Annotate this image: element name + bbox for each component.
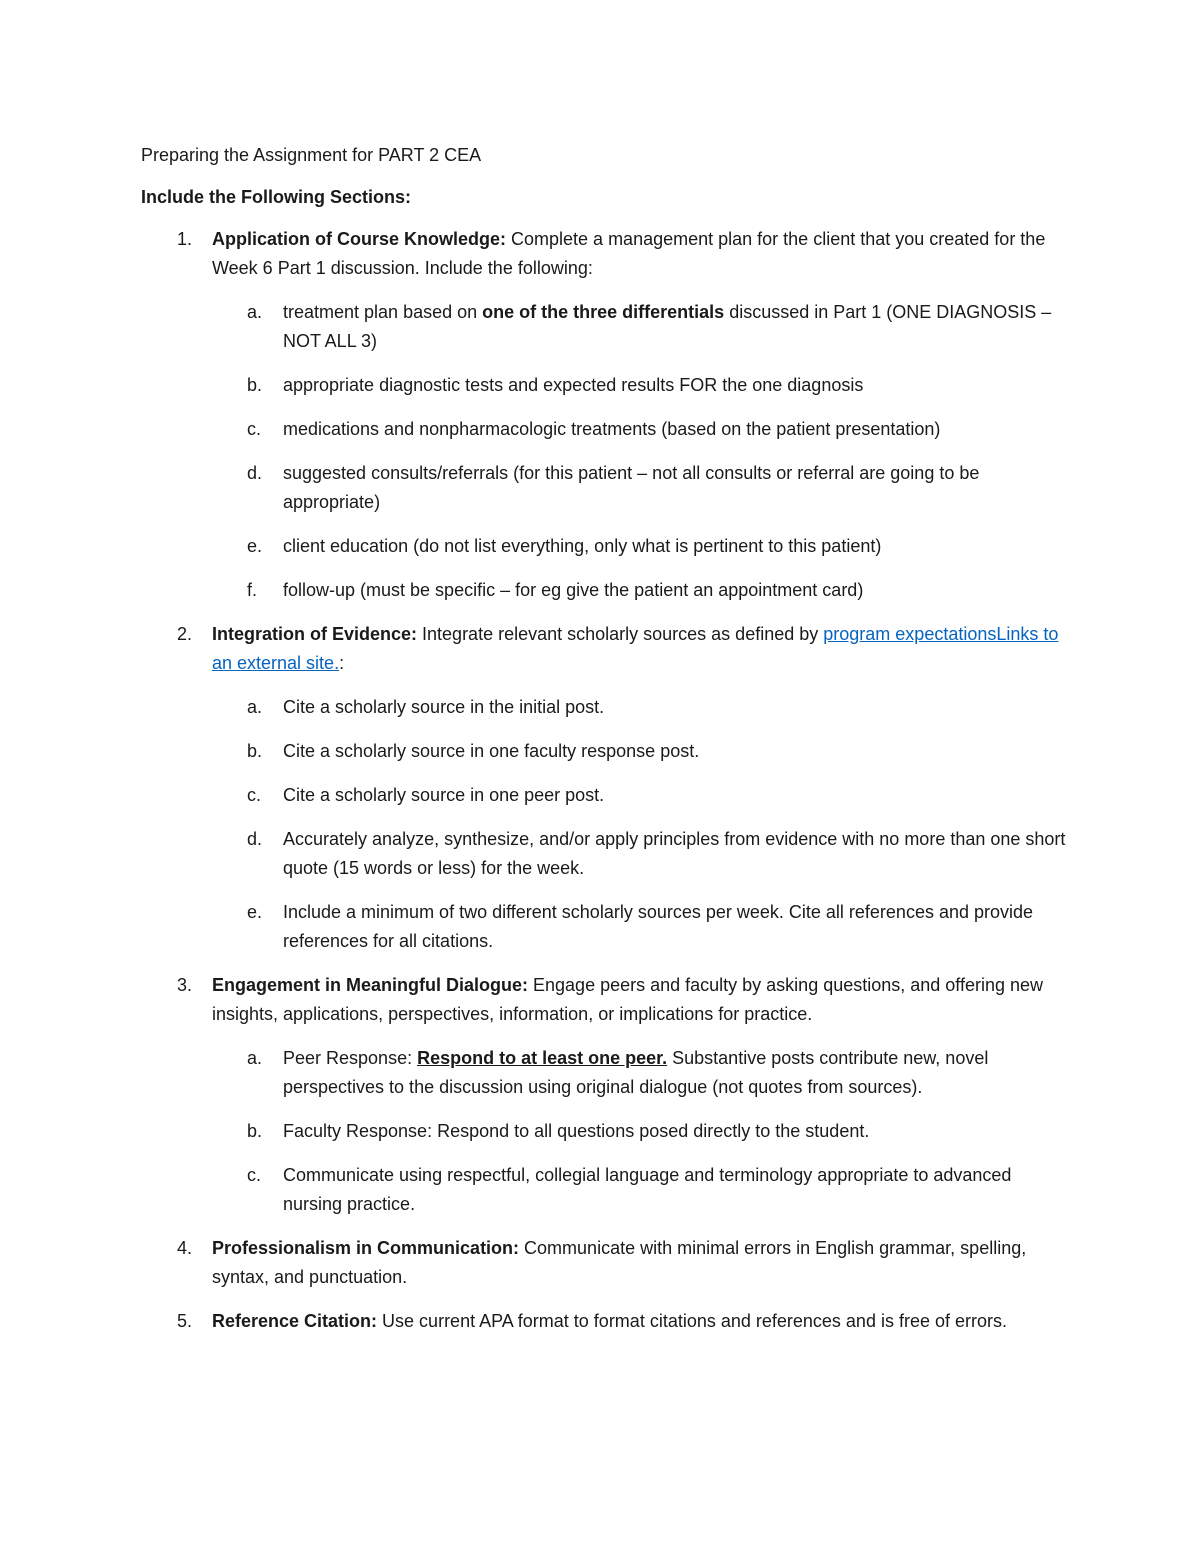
item-letter: b. [247, 375, 263, 395]
section-number: 2. [177, 624, 193, 644]
list-item: d. suggested consults/referrals (for this patient – not all consults or referral are going to be appropriate) [212, 459, 1071, 517]
section-number: 5. [177, 1311, 193, 1331]
item-letter: e. [247, 902, 263, 922]
sub-list [212, 693, 1071, 956]
item-letter: d. [247, 829, 263, 849]
list-item: c. Communicate using respectful, collegial language and terminology appropriate to advanced nursing practice. [212, 1161, 1071, 1219]
section-text: Integrate relevant scholarly sources as defined by [417, 624, 824, 644]
list-item: a. Peer Response: Respond to at least one peer. Substantive posts contribute new, novel perspectives to the discussion using original dialogue (not quotes from sources). [212, 1044, 1071, 1102]
section-2: 2. Integration of Evidence: Integrate relevant scholarly sources as defined by program expectationsLinks to an external site.: a. Cite a scholarly source in the initial post. b. Cite a scholarly source in one faculty response post. c. Cite a scholarly source in one peer post. d. Accurately analyze, synthesize, and/or apply principles from evidence with no more than one short quote (15 words or less) for the week. e. Include a minimum of two different scholarly sources per week. Cite all references and provide references for all citations. [141, 620, 1071, 956]
item-letter: c. [247, 785, 262, 805]
emphasis-text: Respond to at least one peer. [417, 1048, 668, 1068]
section-label: Professionalism in Communication: [212, 1238, 520, 1258]
item-letter: a. [247, 1048, 263, 1068]
section-number: 1. [177, 229, 193, 249]
item-letter: c. [247, 419, 262, 439]
list-item: f. follow-up (must be specific – for eg give the patient an appointment card) [212, 576, 1071, 605]
list-item: c. Cite a scholarly source in one peer post. [212, 781, 1071, 810]
list-item: a. Cite a scholarly source in the initial post. [212, 693, 1071, 722]
document-title: Preparing the Assignment for PART 2 CEA [141, 145, 482, 165]
sub-list [212, 1044, 1071, 1219]
item-letter: d. [247, 463, 263, 483]
program-expectations-link[interactable]: program expectationsLinks to an external site. [212, 624, 1059, 673]
section-label: Engagement in Meaningful Dialogue: [212, 975, 529, 995]
item-letter: f. [247, 580, 258, 600]
list-item: b. Faculty Response: Respond to all questions posed directly to the student. [212, 1117, 1071, 1146]
item-letter: c. [247, 1165, 262, 1185]
list-item: e. client education (do not list everything, only what is pertinent to this patient) [212, 532, 1071, 561]
section-number: 4. [177, 1238, 193, 1258]
item-letter: b. [247, 1121, 263, 1141]
item-letter: e. [247, 536, 263, 556]
section-label: Integration of Evidence: [212, 624, 418, 644]
sections-heading: Include the Following Sections: [141, 187, 412, 207]
item-letter: a. [247, 302, 263, 322]
section-text: Engage peers and faculty by asking questions, and offering new insights, applications, perspectives, information, or implications for practice. [212, 975, 1044, 1024]
section-4 [141, 1234, 1071, 1292]
section-1 [141, 225, 1071, 605]
list-item: e. Include a minimum of two different scholarly sources per week. Cite all references and provide references for all citations. [212, 898, 1071, 956]
item-letter: b. [247, 741, 263, 761]
list-item: c. medications and nonpharmacologic treatments (based on the patient presentation) [212, 415, 1071, 444]
list-item: b. Cite a scholarly source in one faculty response post. [212, 737, 1071, 766]
list-item: d. Accurately analyze, synthesize, and/or apply principles from evidence with no more than one short quote (15 words or less) for the week. [212, 825, 1071, 883]
emphasis-text: one of the three differentials [482, 302, 725, 322]
section-text: Use current APA format to format citations and references and is free of errors. [377, 1311, 1007, 1331]
section-3 [141, 971, 1071, 1219]
section-label: Application of Course Knowledge: [212, 229, 507, 249]
section-text: Communicate with minimal errors in English grammar, spelling, syntax, and punctuation. [212, 1238, 1027, 1287]
document-page [141, 141, 1071, 1351]
section-5 [141, 1307, 1071, 1336]
list-item: a. treatment plan based on one of the three differentials discussed in Part 1 (ONE DIAGNOSIS – NOT ALL 3) [212, 298, 1071, 356]
section-text: Complete a management plan for the client that you created for the Week 6 Part 1 discussion. Include the following: [212, 229, 1046, 278]
section-label: Reference Citation: [212, 1311, 378, 1331]
sub-list [212, 298, 1071, 605]
list-item: b. appropriate diagnostic tests and expected results FOR the one diagnosis [212, 371, 1071, 400]
section-number: 3. [177, 975, 193, 995]
item-letter: a. [247, 697, 263, 717]
